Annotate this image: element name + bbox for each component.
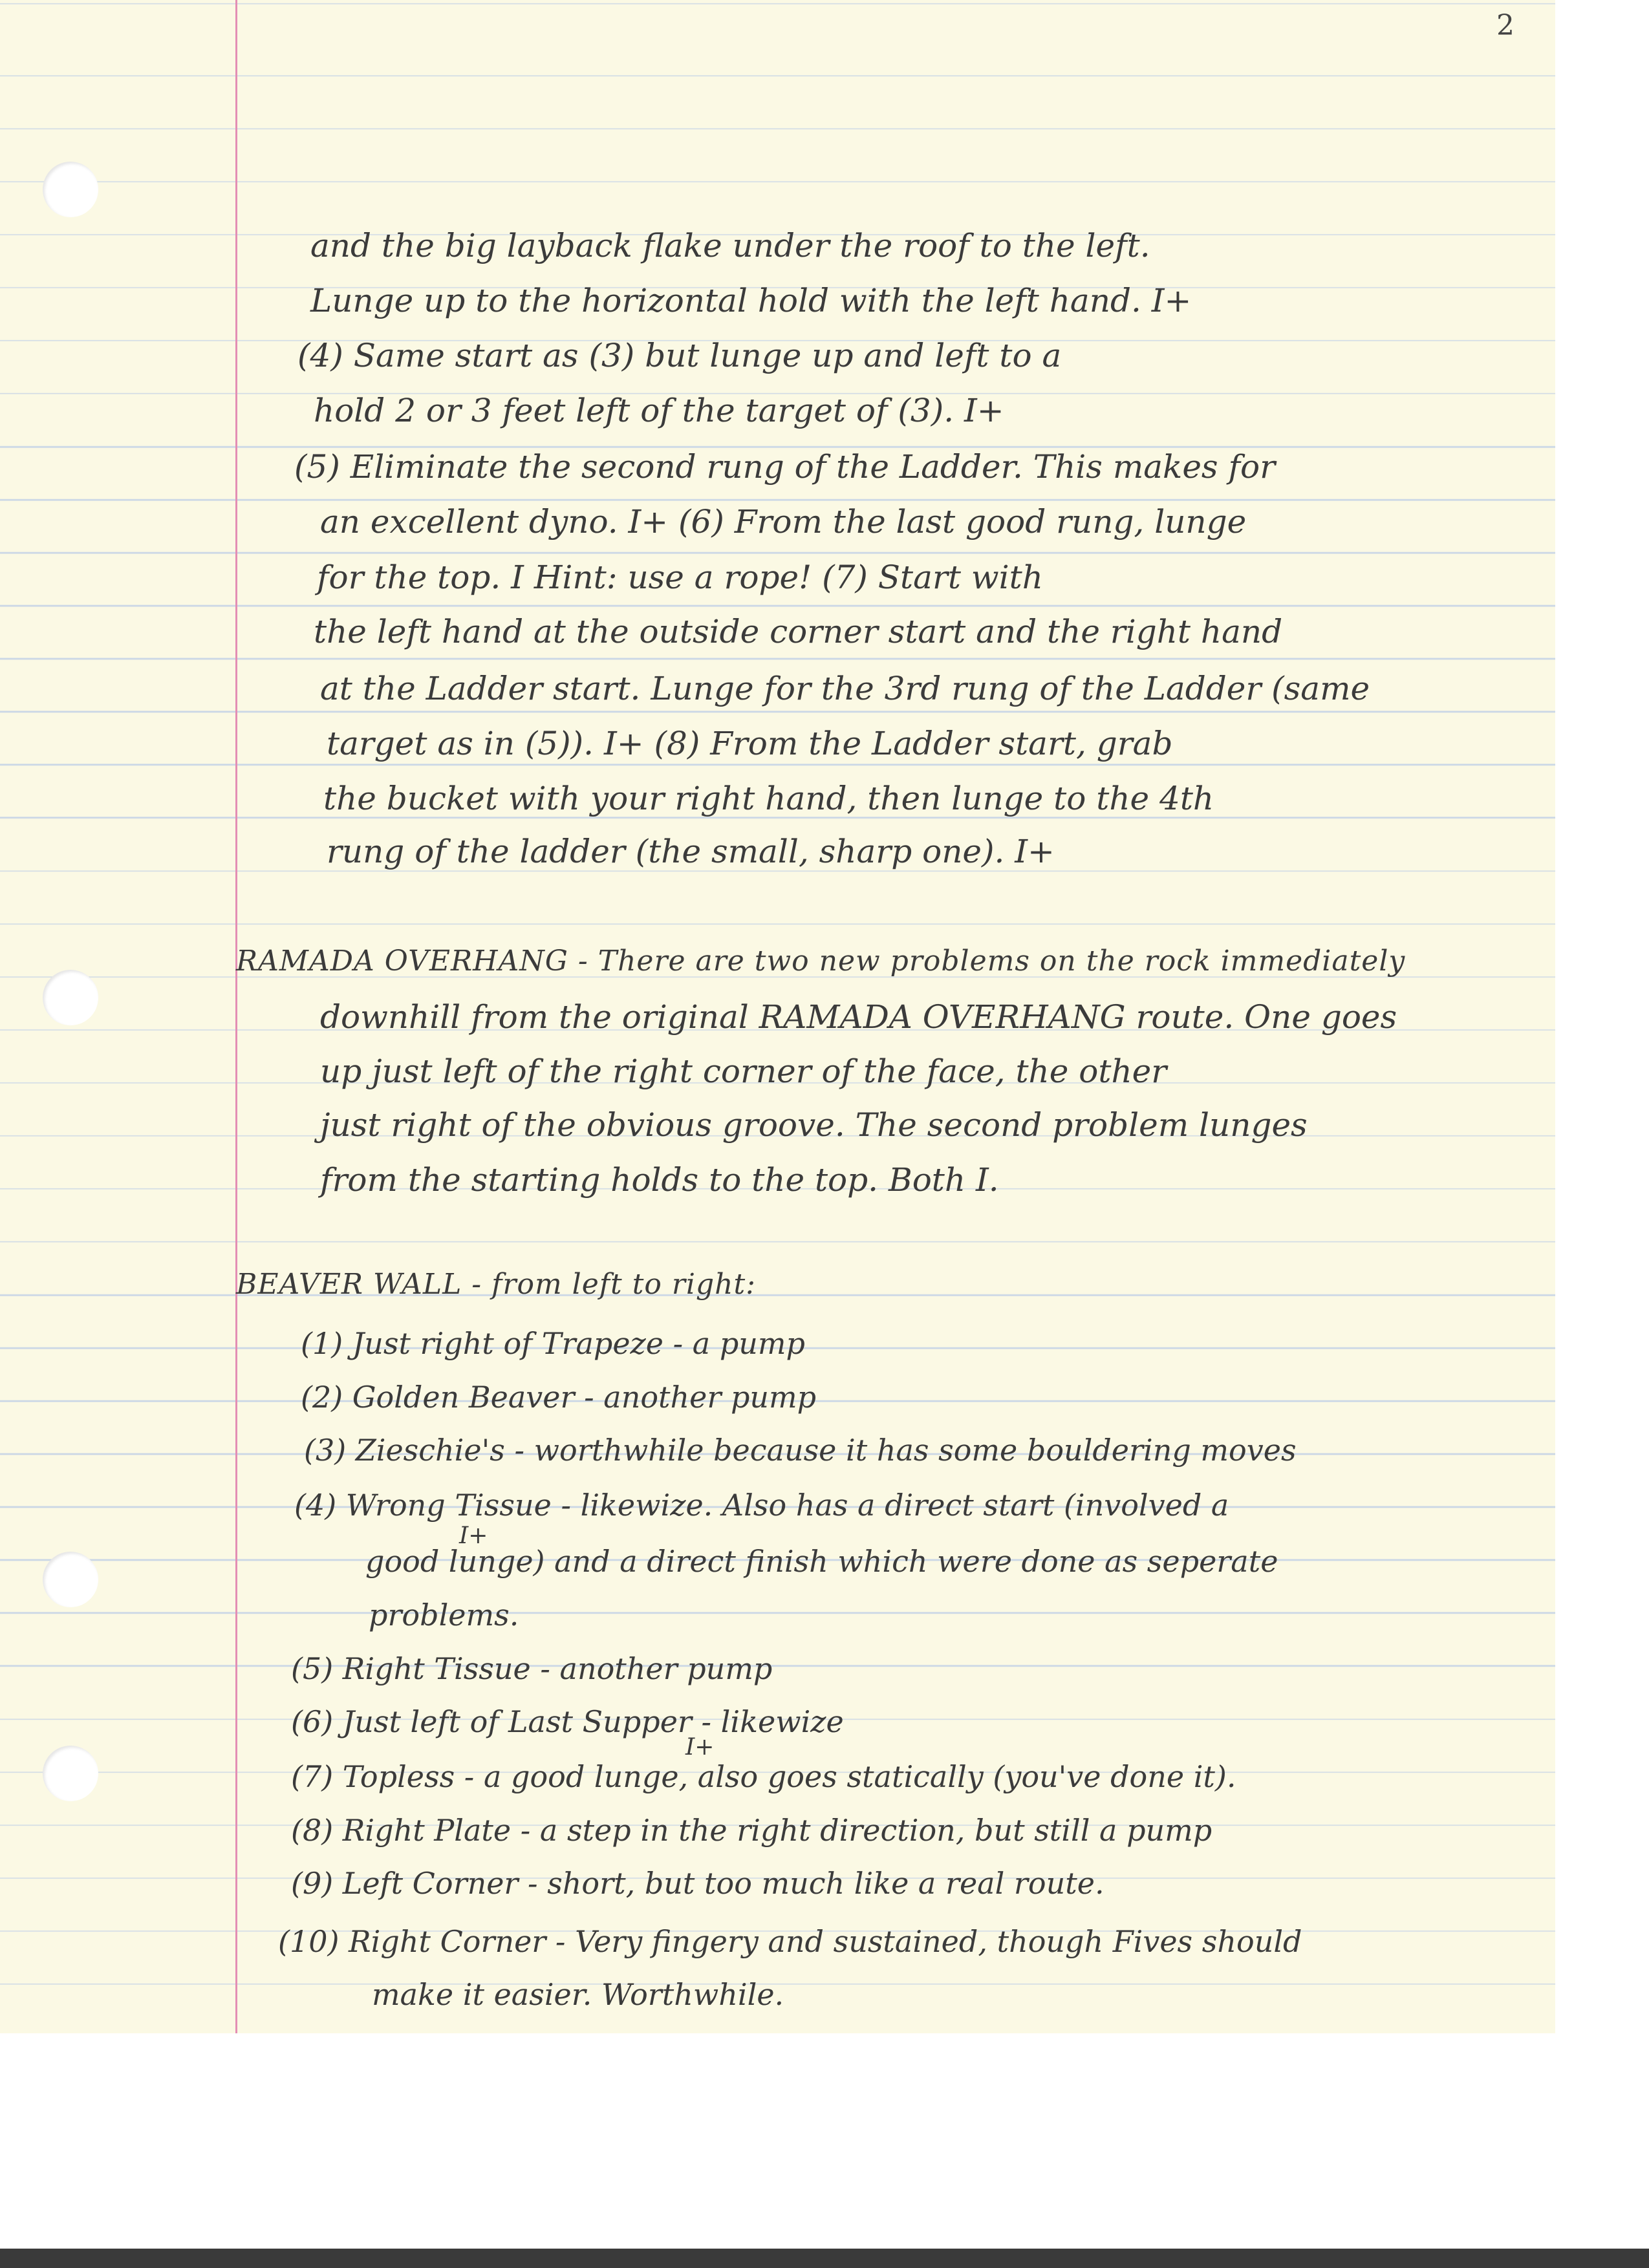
- list-item: (1) Just right of Trapeze - a pump: [301, 1326, 805, 1361]
- text-line: just right of the obvious groove. The second problem lunges: [320, 1106, 1308, 1144]
- page-number: 2: [1496, 9, 1514, 42]
- text-line: (4) Same start as (3) but lunge up and left to a: [297, 337, 1062, 374]
- list-item: (4) Wrong Tissue - likewize. Also has a direct start (involved a: [294, 1488, 1229, 1523]
- binder-hole: [43, 970, 98, 1025]
- list-item: (6) Just left of Last Supper - likewize: [291, 1704, 844, 1739]
- text-line: up just left of the right corner of the face, the other: [320, 1053, 1167, 1090]
- text-line: the bucket with your right hand, then lunge to the 4th: [323, 780, 1214, 817]
- binder-hole: [43, 1746, 98, 1801]
- text-line: an excellent dyno. I+ (6) From the last good rung, lunge: [320, 503, 1247, 540]
- text-line: make it easier. Worthwhile.: [372, 1977, 784, 2012]
- list-item: (5) Right Tissue - another pump: [291, 1651, 773, 1686]
- text-line: at the Ladder start. Lunge for the 3rd rung of the Ladder (same: [320, 670, 1370, 707]
- list-item: (7) Topless - a good lunge, also goes statically (you've done it).: [291, 1759, 1236, 1794]
- section-ramada-overhang: RAMADA OVERHANG - There are two new problems on the rock immediately: [236, 945, 1406, 978]
- grade-note: I+: [685, 1734, 715, 1760]
- text-line: Lunge up to the horizontal hold with the left hand. I+: [310, 282, 1192, 319]
- section-beaver-wall: BEAVER WALL - from left to right:: [236, 1268, 756, 1301]
- text-line: downhill from the original RAMADA OVERHANG route. One goes: [320, 998, 1397, 1036]
- text-line: for the top. I Hint: use a rope! (7) Start with: [317, 559, 1043, 596]
- binder-hole: [43, 162, 98, 217]
- binder-hole: [43, 1552, 98, 1607]
- text-line: and the big layback flake under the roof to the left.: [310, 227, 1150, 264]
- scan-edge: [0, 2249, 1649, 2268]
- text-line: hold 2 or 3 feet left of the target of (3). I+: [314, 392, 1004, 429]
- text-line: good lunge) and a direct finish which were done as seperate: [365, 1544, 1278, 1579]
- list-item: (10) Right Corner - Very fingery and sustained, though Fives should: [278, 1924, 1302, 1959]
- text-line: target as in (5)). I+ (8) From the Ladder start, grab: [327, 725, 1173, 762]
- text-line: (5) Eliminate the second rung of the Ladder. This makes for: [294, 448, 1275, 486]
- text-line: from the starting holds to the top. Both I.: [320, 1161, 999, 1199]
- text-line: the left hand at the outside corner start and the right hand: [314, 613, 1283, 650]
- margin-line: [235, 0, 237, 2033]
- grade-note: I+: [459, 1523, 488, 1549]
- scan-blank-area: [0, 2033, 1649, 2268]
- list-item: (9) Left Corner - short, but too much like a real route.: [291, 1866, 1105, 1901]
- text-line: problems.: [369, 1598, 519, 1632]
- list-item: (8) Right Plate - a step in the right direction, but still a pump: [291, 1813, 1212, 1848]
- list-item: (2) Golden Beaver - another pump: [301, 1380, 817, 1415]
- list-item: (3) Zieschie's - worthwhile because it has some bouldering moves: [304, 1433, 1297, 1468]
- text-line: rung of the ladder (the small, sharp one). I+: [327, 833, 1055, 870]
